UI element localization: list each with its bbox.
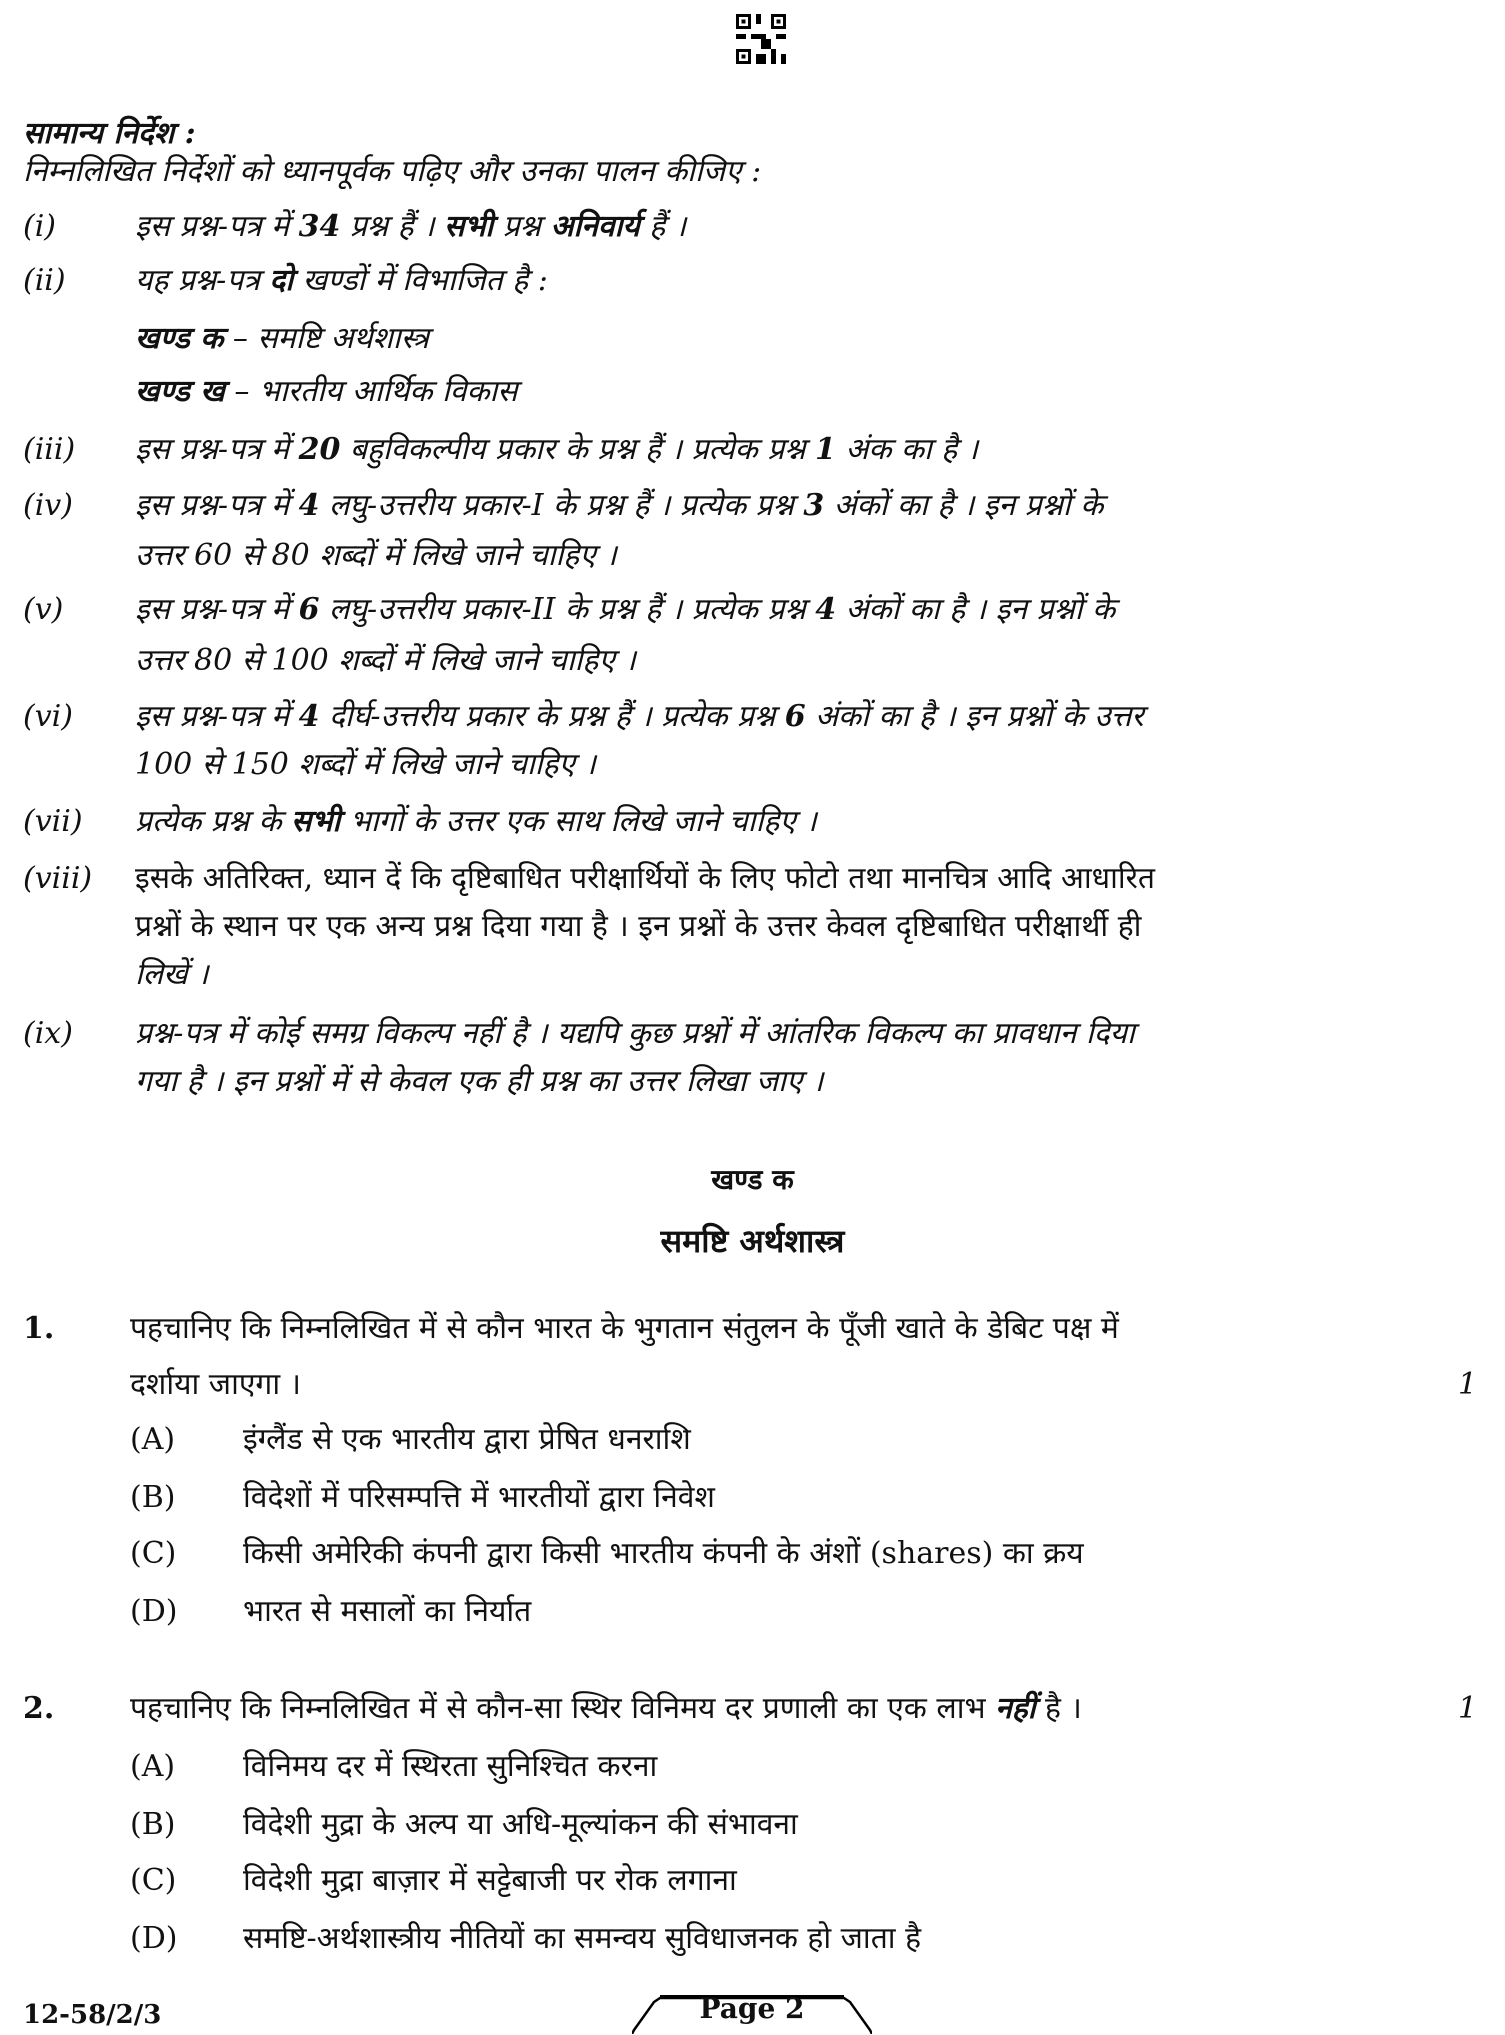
option-label: (A) bbox=[130, 1422, 176, 1457]
item-number: (viii) bbox=[23, 861, 93, 896]
instruction-item: यह प्रश्न-पत्र दो खण्डों में विभाजित है : bbox=[135, 263, 548, 298]
option-text: इंग्लैंड से एक भारतीय द्वारा प्रेषित धनराशि bbox=[243, 1422, 691, 1457]
instruction-item: प्रत्येक प्रश्न के सभी भागों के उत्तर एक साथ लिखे जाने चाहिए । bbox=[135, 804, 817, 839]
instruction-item-cont: 100 से 150 शब्दों में लिखे जाने चाहिए । bbox=[135, 747, 596, 782]
instruction-item-cont: प्रश्नों के स्थान पर एक अन्य प्रश्न दिया गया है । इन प्रश्नों के उत्तर केवल दृष्टिबाधित परीक्षार्थी ही bbox=[135, 909, 1142, 944]
instruction-item: इस प्रश्न-पत्र में 6 लघु-उत्तरीय प्रकार-II के प्रश्न हैं । प्रत्येक प्रश्न 4 अंकों का है । इन प्रश्नों के bbox=[135, 592, 1116, 627]
option-text: भारत से मसालों का निर्यात bbox=[243, 1594, 532, 1629]
instruction-item: इसके अतिरिक्त, ध्यान दें कि दृष्टिबाधित परीक्षार्थियों के लिए फोटो तथा मानचित्र आदि आधारित bbox=[135, 861, 1156, 896]
option-label: (A) bbox=[130, 1749, 176, 1784]
option-label: (B) bbox=[130, 1480, 176, 1515]
instruction-item-cont: गया है । इन प्रश्नों में से केवल एक ही प्रश्न का उत्तर लिखा जाए । bbox=[135, 1064, 824, 1099]
option-label: (D) bbox=[130, 1921, 178, 1956]
item-number: (iii) bbox=[23, 432, 76, 467]
option-text: किसी अमेरिकी कंपनी द्वारा किसी भारतीय कंपनी के अंशों (shares) का क्रय bbox=[243, 1536, 1084, 1571]
item-number: (i) bbox=[23, 209, 57, 244]
instruction-item-cont: उत्तर 80 से 100 शब्दों में लिखे जाने चाहिए । bbox=[135, 643, 636, 678]
question-marks: 1 bbox=[1458, 1691, 1478, 1726]
instruction-item-cont: उत्तर 60 से 80 शब्दों में लिखे जाने चाहिए । bbox=[135, 538, 617, 573]
item-number: (vii) bbox=[23, 804, 83, 839]
section-title: समष्टि अर्थशास्त्र bbox=[660, 1222, 845, 1260]
instructions-title: सामान्य निर्देश : bbox=[23, 116, 196, 151]
question-number: 2. bbox=[23, 1691, 55, 1726]
option-text: विनिमय दर में स्थिरता सुनिश्चित करना bbox=[243, 1749, 658, 1784]
question-marks: 1 bbox=[1458, 1367, 1478, 1402]
page-indicator bbox=[632, 1990, 872, 2034]
item-number: (v) bbox=[23, 592, 64, 627]
question-text: पहचानिए कि निम्नलिखित में से कौन भारत के भुगतान संतुलन के पूँजी खाते के डेबिट पक्ष में bbox=[130, 1311, 1119, 1346]
paper-code: 12-58/2/3 bbox=[23, 2000, 162, 2030]
question-text-cont: दर्शाया जाएगा । bbox=[130, 1367, 301, 1402]
question-text: पहचानिए कि निम्नलिखित में से कौन-सा स्थिर विनिमय दर प्रणाली का एक लाभ नहीं है । bbox=[130, 1691, 1082, 1726]
option-text: विदेशों में परिसम्पत्ति में भारतीयों द्वारा निवेश bbox=[243, 1480, 715, 1515]
question-number: 1. bbox=[23, 1311, 55, 1346]
instruction-item: इस प्रश्न-पत्र में 4 दीर्घ-उत्तरीय प्रकार के प्रश्न हैं । प्रत्येक प्रश्न 6 अंकों का है । इन प्रश्नों के उत्तर bbox=[135, 699, 1144, 734]
item-number: (iv) bbox=[23, 488, 73, 523]
instruction-item: प्रश्न-पत्र में कोई समग्र विकल्प नहीं है । यद्यपि कुछ प्रश्नों में आंतरिक विकल्प का प्रावधान दिया bbox=[135, 1016, 1135, 1051]
option-label: (C) bbox=[130, 1863, 177, 1898]
section-label: खण्ड क bbox=[711, 1163, 794, 1196]
option-text: विदेशी मुद्रा बाज़ार में सट्टेबाजी पर रोक लगाना bbox=[243, 1863, 737, 1898]
item-number: (ix) bbox=[23, 1016, 73, 1051]
instruction-item: इस प्रश्न-पत्र में 20 बहुविकल्पीय प्रकार के प्रश्न हैं । प्रत्येक प्रश्न 1 अंक का है । bbox=[135, 432, 979, 467]
page-number: Page 2 bbox=[699, 1992, 805, 2025]
option-label: (B) bbox=[130, 1807, 176, 1842]
section-b-line: खण्ड ख – भारतीय आर्थिक विकास bbox=[135, 374, 518, 409]
item-number: (vi) bbox=[23, 699, 73, 734]
instructions-intro: निम्नलिखित निर्देशों को ध्यानपूर्वक पढ़िए और उनका पालन कीजिए : bbox=[23, 154, 762, 189]
instruction-item-cont: लिखें । bbox=[135, 957, 209, 992]
option-text: विदेशी मुद्रा के अल्प या अधि-मूल्यांकन की संभावना bbox=[243, 1807, 798, 1842]
section-a-line: खण्ड क – समष्टि अर्थशास्त्र bbox=[135, 321, 429, 356]
option-label: (D) bbox=[130, 1594, 178, 1629]
option-label: (C) bbox=[130, 1536, 177, 1571]
qr-code bbox=[736, 13, 786, 65]
instruction-item: इस प्रश्न-पत्र में 4 लघु-उत्तरीय प्रकार-I के प्रश्न हैं । प्रत्येक प्रश्न 3 अंकों का है । इन प्रश्नों के bbox=[135, 488, 1104, 523]
item-number: (ii) bbox=[23, 263, 66, 298]
option-text: समष्टि-अर्थशास्त्रीय नीतियों का समन्वय सुविधाजनक हो जाता है bbox=[243, 1921, 922, 1956]
instruction-item: इस प्रश्न-पत्र में 34 प्रश्न हैं । सभी प्रश्न अनिवार्य हैं । bbox=[135, 209, 687, 244]
